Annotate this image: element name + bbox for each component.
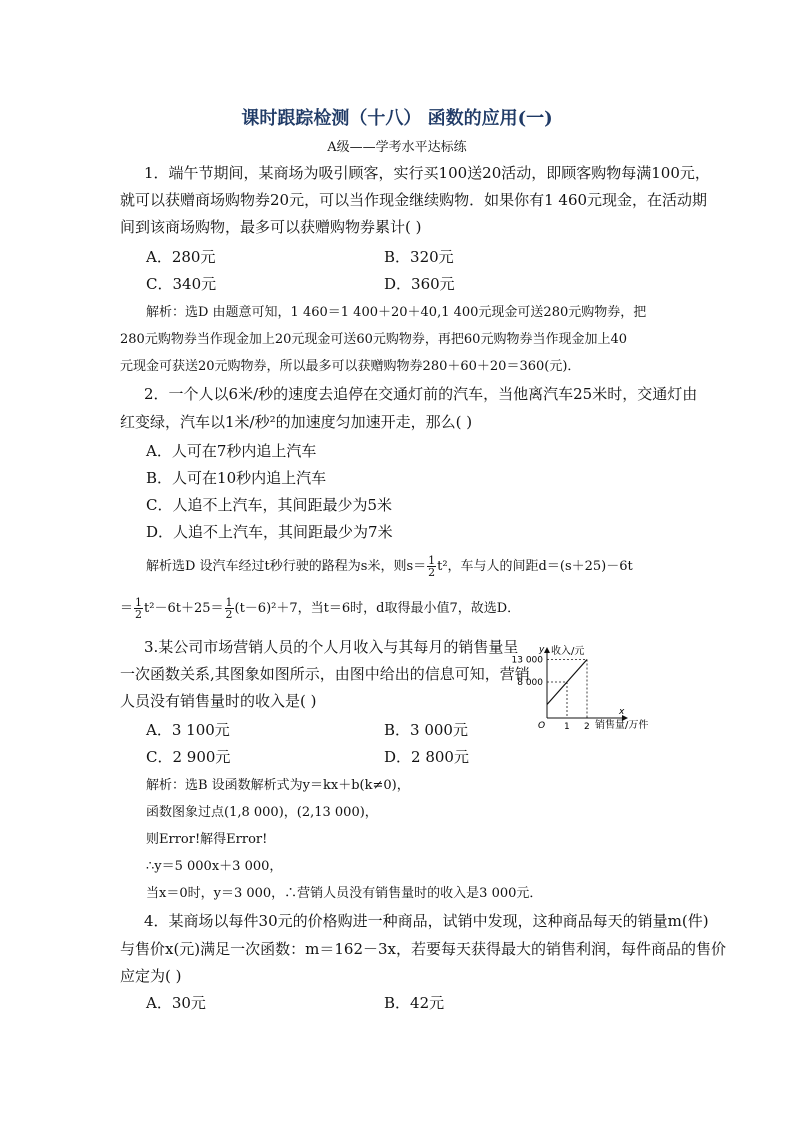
q1-solution-line-1: 解析：选D 由题意可知，1 460＝1 400＋20＋40,1 400元现金可送280元购物券，把	[146, 305, 647, 320]
y-axis-variable: y	[539, 645, 545, 655]
q3-solution-line-5: 当x＝0时，y＝3 000，∴营销人员没有销售量时的收入是3 000元．	[146, 886, 543, 901]
q4-option-a: A．30元	[146, 994, 206, 1012]
q2-solution-line-1	[146, 555, 633, 578]
q2-fraction-half-2: $\frac{1}{2}$	[135, 596, 143, 621]
origin-label: O	[538, 721, 546, 731]
q2-solution-text-2a: ＝	[120, 601, 134, 616]
q1-option-c: C．340元	[146, 275, 217, 293]
q2-option-b: B．人可在10秒内追上汽车	[146, 469, 327, 487]
section-subtitle: A级——学考水平达标练	[327, 140, 467, 155]
q4-option-b: B．42元	[384, 994, 445, 1012]
q3-line-3: 人员没有销售量时的收入是( )	[120, 692, 317, 710]
q3-option-b: B．3 000元	[384, 721, 468, 739]
q2-solution-text-1a: 解析选D 设汽车经过t秒行驶的路程为s米，则s＝	[146, 559, 427, 574]
q3-solution-line-3: 则Error!解得Error!	[146, 832, 268, 847]
q3-solution-line-2: 函数图象过点(1,8 000)，(2,13 000)，	[146, 805, 378, 820]
q2-solution-line-2	[120, 597, 520, 620]
y-axis-label: 收入/元	[551, 646, 585, 657]
q2-option-a: A．人可在7秒内追上汽车	[146, 442, 317, 460]
x-tick-label: 2	[584, 722, 590, 732]
q4-line-1: 4．某商场以每件30元的价格购进一种商品，试销中发现，这种商品每天的销量m(件)	[144, 912, 709, 930]
q2-option-c: C．人追不上汽车，其间距最少为5米	[146, 496, 393, 514]
q4-line-2: 与售价x(元)满足一次函数：m＝162－3x，若要每天获得最大的销售利润，每件商品的售价	[120, 940, 727, 958]
q3-solution-line-1: 解析：选B 设函数解析式为y＝kx＋b(k≠0)，	[146, 778, 410, 793]
q3-option-a: A．3 100元	[146, 721, 230, 739]
q1-line-1: 1．端午节期间，某商场为吸引顾客，实行买100送20活动，即顾客购物每满100元，	[144, 164, 710, 182]
page-title: 课时跟踪检测（十八） 函数的应用(一)	[241, 108, 553, 129]
q1-option-d: D．360元	[384, 275, 455, 293]
q3-option-c: C．2 900元	[146, 748, 231, 766]
q2-solution-text-1b: t²，车与人的间距d＝(s＋25)－6t	[437, 559, 633, 574]
q2-option-d: D．人追不上汽车，其间距最少为7米	[146, 523, 393, 541]
q1-option-b: B．320元	[384, 248, 454, 266]
y-tick-label: 13 000	[511, 655, 543, 666]
q4-line-3: 应定为( )	[120, 967, 182, 985]
q3-option-d: D．2 800元	[384, 748, 469, 766]
x-axis-variable: x	[619, 707, 625, 717]
q2-line-2: 红变绿，汽车以1米/秒²的加速度匀加速开走，那么( )	[120, 413, 473, 431]
x-tick-label: 1	[564, 722, 570, 732]
q1-solution-line-2: 280元购物券当作现金加上20元现金可送60元购物券，再把60元购物券当作现金加上40	[120, 332, 627, 347]
q3-line-2: 一次函数关系,其图象如图所示，由图中给出的信息可知，营销	[120, 665, 530, 683]
q2-fraction-half-3: $\frac{1}{2}$	[225, 596, 233, 621]
q2-fraction-half: $\frac{1}{2}$	[428, 554, 436, 579]
x-axis-label: 销售量/万件	[595, 720, 649, 731]
q1-solution-line-3: 元现金可获送20元购物券，所以最多可以获赠购物券280＋60＋20＝360(元)．	[120, 359, 581, 374]
q3-solution-line-4: ∴y＝5 000x＋3 000，	[146, 859, 283, 874]
q3-income-graph	[511, 642, 685, 742]
q3-line-1: 3.某公司市场营销人员的个人月收入与其每月的销售量呈	[144, 638, 519, 656]
y-tick-label: 8 000	[517, 678, 543, 688]
q2-solution-text-2b: t²－6t＋25＝	[144, 601, 224, 616]
q1-line-2: 就可以获赠商场购物券20元，可以当作现金继续购物．如果你有1 460元现金，在活动期	[120, 191, 708, 209]
q2-line-1: 2．一个人以6米/秒的速度去追停在交通灯前的汽车，当他离汽车25米时，交通灯由	[144, 385, 698, 403]
q2-solution-text-2c: (t－6)²＋7，当t＝6时，d取得最小值7，故选D．	[234, 601, 521, 616]
q1-option-a: A．280元	[146, 248, 216, 266]
q1-line-3: 间到该商场购物，最多可以获赠购物券累计( )	[120, 218, 422, 236]
